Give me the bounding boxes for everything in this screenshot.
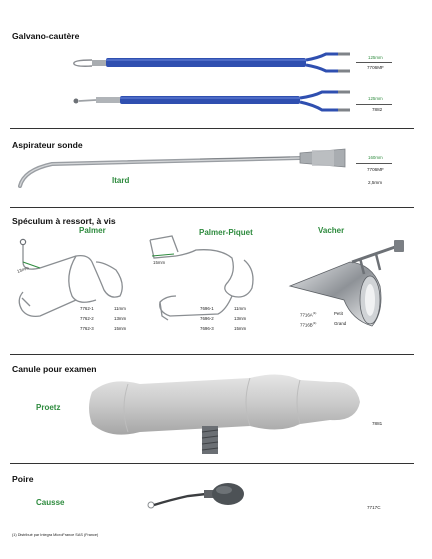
- palmer-piquet-dimension: 15mm: [153, 260, 166, 265]
- size-cell: 11mm: [114, 306, 126, 311]
- size-cell: 15mm: [234, 326, 247, 331]
- section-title-aspirateur: Aspirateur sonde: [12, 140, 83, 150]
- vacher-name: Vacher: [318, 226, 345, 235]
- ref-cell: 7762-3: [80, 326, 94, 331]
- size-cell: 15mm: [114, 326, 127, 331]
- ref-cell: 7696-2: [200, 316, 214, 321]
- poire-ref: 7717C: [367, 505, 381, 510]
- ref-cell: 7762-1: [80, 306, 94, 311]
- ref-cell: 7762-2: [80, 316, 94, 321]
- palmer-name: Palmer: [79, 226, 106, 235]
- ref-cell: 7716B: [300, 322, 313, 328]
- footnote: (1) Distribué par Integra MicroFrance SAS (France): [12, 533, 99, 537]
- galvano-2-ref: 7882: [372, 107, 383, 112]
- aspirateur-size: 2,5mm: [368, 180, 383, 185]
- ref-cell: 7696-3: [200, 326, 214, 331]
- canule-name: Proetz: [36, 403, 61, 412]
- aspirateur-name: Itard: [112, 176, 130, 185]
- aspirateur-measure: 160mm: [368, 155, 383, 160]
- galvano-2-measure: 125mm: [368, 96, 383, 101]
- size-cell: 11mm: [234, 306, 246, 311]
- section-title-canule: Canule pour examen: [12, 364, 97, 374]
- poire-name: Causse: [36, 498, 65, 507]
- size-cell: 13mm: [114, 316, 127, 321]
- galvano-1-ref: 7706MF: [367, 65, 384, 70]
- ref-cell: 7716A: [300, 312, 313, 318]
- palmer-piquet-name: Palmer-Piquet: [199, 228, 253, 237]
- canule-ref: 7881: [372, 421, 383, 426]
- palmer-dimension: 13mm: [16, 265, 30, 274]
- section-title-galvano: Galvano-cautère: [12, 31, 80, 41]
- section-title-poire: Poire: [12, 474, 34, 484]
- footnote-mark: (1): [312, 311, 317, 315]
- ref-cell: 7696-1: [200, 306, 214, 311]
- aspirateur-ref: 7706MF: [367, 167, 384, 172]
- size-cell: Grand: [334, 321, 347, 326]
- size-cell: Petit: [334, 311, 343, 316]
- footnote-mark: (1): [312, 321, 317, 325]
- section-title-speculum: Spéculum à ressort, à vis: [12, 216, 116, 226]
- galvano-1-measure: 125mm: [368, 55, 383, 60]
- size-cell: 13mm: [234, 316, 247, 321]
